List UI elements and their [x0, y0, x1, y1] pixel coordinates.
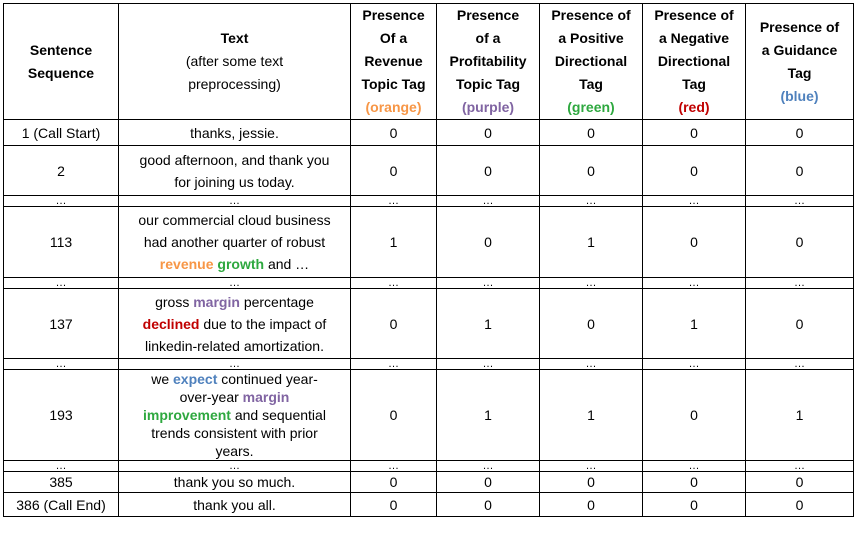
keyword-growth: growth	[217, 256, 265, 272]
ellipsis-cell: …	[4, 461, 119, 472]
header-sentence-sequence: Sentence Sequence	[4, 4, 119, 120]
seq-cell: 193	[4, 370, 119, 461]
value-cell: 1	[643, 289, 746, 359]
text-cell: thank you all.	[119, 493, 351, 517]
value-cell: 0	[540, 472, 643, 493]
ellipsis-cell: …	[437, 196, 540, 207]
ellipsis-cell: …	[437, 359, 540, 370]
value-cell: 0	[746, 146, 854, 196]
ellipsis-cell: …	[643, 278, 746, 289]
table-row	[4, 146, 854, 196]
legend-orange: (orange)	[365, 99, 422, 115]
ellipsis-cell: …	[351, 359, 437, 370]
legend-green: (green)	[567, 99, 615, 115]
value-cell: 0	[746, 207, 854, 278]
value-cell: 1	[437, 370, 540, 461]
ellipsis-cell: …	[643, 359, 746, 370]
table-row	[4, 289, 854, 359]
seq-cell: 113	[4, 207, 119, 278]
legend-purple: (purple)	[461, 99, 515, 115]
value-cell: 0	[437, 146, 540, 196]
legend-blue: (blue)	[780, 87, 819, 104]
legend-red: (red)	[678, 99, 710, 115]
ellipsis-row	[4, 196, 854, 207]
ellipsis-cell: …	[437, 278, 540, 289]
value-cell: 0	[351, 472, 437, 493]
table-row	[4, 207, 854, 278]
value-cell: 1	[540, 370, 643, 461]
value-cell: 0	[746, 493, 854, 517]
header-positive-tag: Presence of a Positive Directional Tag (green)	[540, 4, 643, 120]
ellipsis-cell: …	[119, 461, 351, 472]
value-cell: 0	[643, 370, 746, 461]
value-cell: 0	[351, 120, 437, 146]
ellipsis-cell: …	[119, 278, 351, 289]
ellipsis-cell: …	[4, 359, 119, 370]
value-cell: 0	[746, 120, 854, 146]
value-cell: 0	[643, 120, 746, 146]
text-cell: thank you so much.	[119, 472, 351, 493]
header-text: Text (after some text preprocessing)	[119, 4, 351, 120]
ellipsis-cell: …	[540, 359, 643, 370]
header-revenue-tag: Presence Of a Revenue Topic Tag (orange)	[351, 4, 437, 120]
header-guidance-tag: Presence of a Guidance Tag (blue)	[746, 4, 854, 120]
keyword-declined: declined	[142, 315, 200, 332]
table-row	[4, 472, 854, 493]
text-cell: thanks, jessie.	[119, 120, 351, 146]
value-cell: 0	[437, 472, 540, 493]
keyword-expect: expect	[173, 371, 218, 387]
value-cell: 0	[746, 472, 854, 493]
value-cell: 1	[437, 289, 540, 359]
ellipsis-cell: …	[119, 196, 351, 207]
seq-cell: 137	[4, 289, 119, 359]
ellipsis-cell: …	[746, 461, 854, 472]
text-cell: gross margin percentage declined due to the impact of linkedin-related amortization.	[119, 289, 351, 359]
ellipsis-cell: …	[746, 278, 854, 289]
table-row	[4, 120, 854, 146]
value-cell: 0	[643, 146, 746, 196]
ellipsis-cell: …	[540, 196, 643, 207]
text-cell: good afternoon, and thank you for joining us today.	[119, 146, 351, 196]
ellipsis-cell: …	[643, 196, 746, 207]
ellipsis-cell: …	[746, 359, 854, 370]
text-cell: our commercial cloud business had another quarter of robust revenue growth and …	[119, 207, 351, 278]
ellipsis-cell: …	[119, 359, 351, 370]
seq-cell: 386 (Call End)	[4, 493, 119, 517]
value-cell: 1	[351, 207, 437, 278]
keyword-revenue: revenue	[159, 256, 214, 272]
ellipsis-cell: …	[437, 461, 540, 472]
text-cell: we expect continued year- over-year margin improvement and sequential trends consistent with prior years.	[119, 370, 351, 461]
value-cell: 0	[746, 289, 854, 359]
value-cell: 0	[540, 146, 643, 196]
ellipsis-cell: …	[351, 461, 437, 472]
ellipsis-cell: …	[351, 196, 437, 207]
value-cell: 1	[540, 207, 643, 278]
value-cell: 0	[351, 289, 437, 359]
table-row	[4, 370, 854, 461]
ellipsis-row	[4, 278, 854, 289]
value-cell: 0	[643, 207, 746, 278]
value-cell: 0	[643, 493, 746, 517]
value-cell: 0	[540, 120, 643, 146]
keyword-margin: margin	[193, 293, 240, 310]
tag-table	[3, 3, 854, 517]
ellipsis-row	[4, 359, 854, 370]
value-cell: 0	[437, 493, 540, 517]
header-profitability-tag: Presence of a Profitability Topic Tag (purple)	[437, 4, 540, 120]
value-cell: 0	[437, 120, 540, 146]
value-cell: 0	[540, 493, 643, 517]
keyword-margin: margin	[242, 389, 290, 405]
table-row	[4, 493, 854, 517]
value-cell: 1	[746, 370, 854, 461]
value-cell: 0	[351, 370, 437, 461]
seq-cell: 2	[4, 146, 119, 196]
header-row	[4, 4, 854, 120]
ellipsis-cell: …	[540, 278, 643, 289]
ellipsis-cell: …	[643, 461, 746, 472]
ellipsis-cell: …	[4, 278, 119, 289]
ellipsis-cell: …	[746, 196, 854, 207]
value-cell: 0	[351, 493, 437, 517]
keyword-improvement: improvement	[143, 407, 231, 423]
value-cell: 0	[351, 146, 437, 196]
ellipsis-row	[4, 461, 854, 472]
value-cell: 0	[540, 289, 643, 359]
value-cell: 0	[437, 207, 540, 278]
ellipsis-cell: …	[4, 196, 119, 207]
header-negative-tag: Presence of a Negative Directional Tag (red)	[643, 4, 746, 120]
seq-cell: 385	[4, 472, 119, 493]
seq-cell: 1 (Call Start)	[4, 120, 119, 146]
ellipsis-cell: …	[540, 461, 643, 472]
value-cell: 0	[643, 472, 746, 493]
ellipsis-cell: …	[351, 278, 437, 289]
